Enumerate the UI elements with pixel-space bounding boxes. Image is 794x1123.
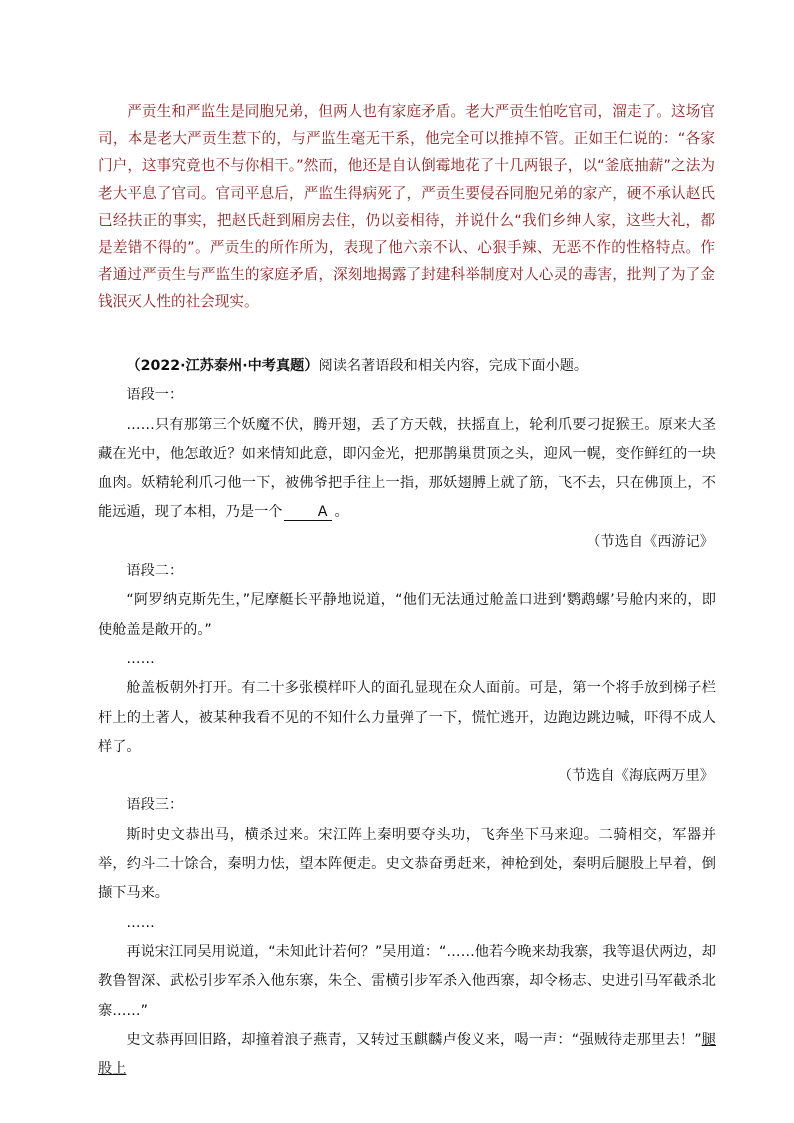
section2-ellipsis: ……: [126, 650, 155, 667]
section3-label: 语段三：: [126, 797, 184, 814]
section1-end: 。: [334, 504, 349, 521]
section1-citation: （节选自《西游记》: [586, 533, 714, 550]
question-header: [98, 352, 716, 381]
section2-dialogue: “阿罗纳克斯先生，”尼摩艇长平静地说道，“他们无法通过舱盖口进到‘鹦鹉螺’号舱内来的，即使舱盖是敞开的。”: [98, 592, 716, 638]
question-instruction: 阅读名著语段和相关内容，完成下面小题。: [318, 358, 589, 374]
section2-label: 语段二：: [126, 563, 184, 580]
question-source: （2022·江苏泰州·中考真题）: [126, 358, 319, 374]
section2-citation: （节选自《海底两万里》: [557, 768, 714, 785]
section1-label: 语段一：: [126, 387, 184, 404]
answer-blank-a[interactable]: A: [284, 504, 332, 521]
section1-body: ……只有那第三个妖魔不伏，腾开翅，丢了方天戟，扶摇直上，轮利爪要刁捉猴王。原来大圣藏在光中，他怎敢近？如来情知此意，即闪金光，把那鹊巢贯顶之头，迎风一幌，变作鲜红的一块血肉。妖精轮利爪刁他一下，被佛爷把手往上一指，那妖翅膊上就了筋，飞不去，只在佛顶上，不能远遁，现了本相，乃是一个: [98, 416, 716, 521]
section3-battle: 斯时史文恭出马，横杀过来。宋江阵上秦明要夺头功，飞奔坐下马来迎。二骑相交，军器并举，约斗二十馀合，秦明力怯，望本阵便走。史文恭奋勇赶来，神枪到处，秦明后腿股上早着，倒撷下马来。: [98, 826, 716, 902]
section1-text: [98, 411, 716, 528]
reading-question: [98, 352, 716, 1084]
section3-ellipsis: ……: [126, 914, 155, 931]
section2-narrative: 舱盖板朝外打开。有二十多张模样吓人的面孔显现在众人面前。可是，第一个将手放到梯子栏杆上的土著人，被某种我看不见的不知什么力量弹了一下，慌忙逃开，边跑边跳边喊，吓得不成人样了。: [98, 680, 716, 755]
section3-underlined-phrase: 腿股上: [98, 1031, 716, 1078]
answer-paragraph: 严贡生和严监生是同胞兄弟，但两人也有家庭矛盾。老大严贡生怕吃官司，溜走了。这场官司，本是老大严贡生惹下的，与严监生毫无干系，他完全可以推掉不管。正如王仁说的：“各家门户，这事究竟也不与你相干。”然而，他还是自认倒霉地花了十几两银子，以“釜底抽薪”之法为老大平息了官司。官司平息后，严监生得病死了，严贡生要侵吞同胞兄弟的家产，硬不承认赵氏已经扶正的事实，把赵氏赶到厢房去住，仍以妾相待，并说什么“我们乡绅人家，这些大礼，都是差错不得的”。严贡生的所作所为，表现了他六亲不认、心狠手辣、无恶不作的性格特点。作者通过严贡生与严监生的家庭矛盾，深刻地揭露了封建科举制度对人心灵的毒害，批判了为了金钱泯灭人性的社会现实。: [98, 103, 715, 311]
section3-plan: 再说宋江同吴用说道，“未知此计若何？”吴用道：“……他若今晚来劫我寨，我等退伏两边，却教鲁智深、武松引步军杀入他东寨，朱仝、雷横引步军杀入他西寨，却令杨志、史进引马军截杀北寨……”: [98, 943, 716, 1019]
answer-analysis: [98, 98, 715, 316]
section3-ambush-text: 史文恭再回旧路，却撞着浪子燕青，又转过玉麒麟卢俊义来，喝一声：“强贼待走那里去！”: [126, 1031, 702, 1048]
section3-ambush: [98, 1026, 716, 1085]
